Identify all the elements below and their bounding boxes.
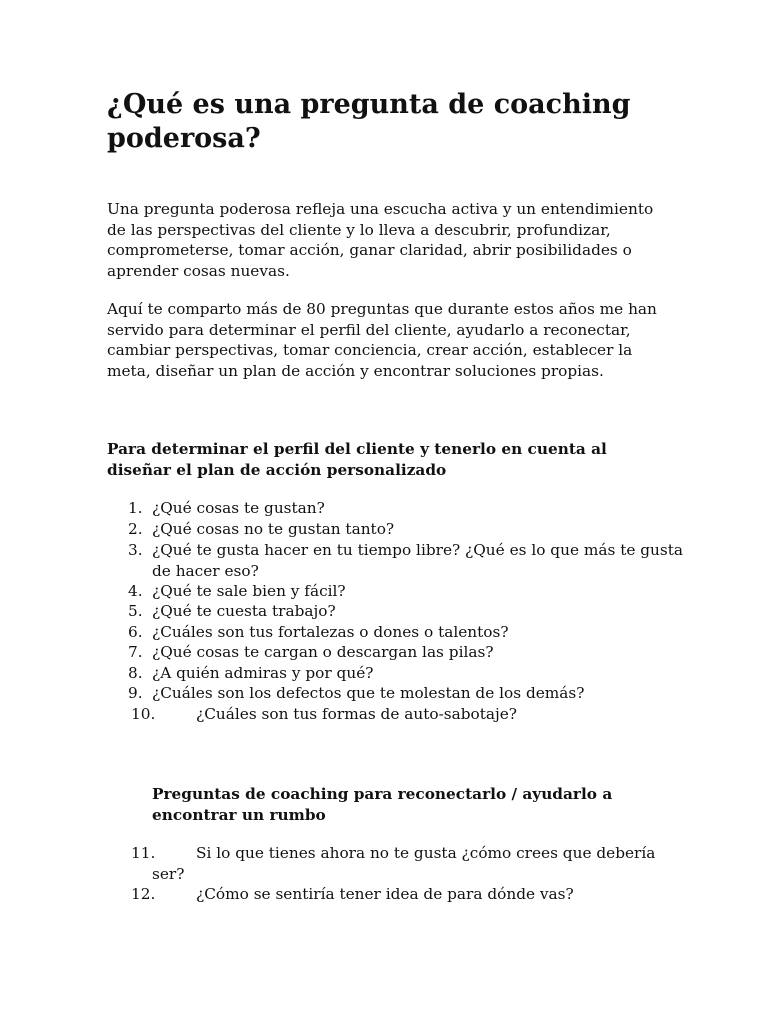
- list-item-text: ¿Qué cosas no te gustan tanto?: [152, 520, 395, 538]
- list-item-text-continuation: ser?: [152, 864, 185, 883]
- list-item-text: ¿Cuáles son tus formas de auto-sabotaje?: [196, 705, 517, 723]
- list-item-number: 4.: [128, 582, 143, 600]
- list-item: [107, 663, 667, 684]
- list-item-number: 11.: [131, 844, 156, 862]
- list-item-number: 7.: [128, 643, 143, 661]
- intro-paragraph: Una pregunta poderosa refleja una escucha activa y un entendimiento de las perspectivas del cliente y lo lleva a descubrir, profundizar, comprometerse, tomar acción, ganar claridad, abrir posibilidades o aprender cosas nuevas.: [107, 200, 654, 280]
- list-item: [107, 622, 667, 643]
- list-item-text: ¿Cuáles son los defectos que te molestan de los demás?: [152, 684, 585, 702]
- list-item: [107, 581, 667, 602]
- list-item-number: 10.: [131, 705, 156, 723]
- list-item-text: ¿Cómo se sentiría tener idea de para dónde vas?: [196, 885, 574, 903]
- list-item: [107, 498, 667, 519]
- list-item: [107, 519, 667, 540]
- list-item-number: 8.: [128, 664, 143, 682]
- list-item-text: ¿Qué cosas te gustan?: [152, 499, 325, 517]
- list-item-number: 5.: [128, 602, 143, 620]
- list-item-number: 3.: [128, 541, 143, 559]
- section-heading-profile: Para determinar el perfil del cliente y tenerlo en cuenta al diseñar el plan de acción personalizado: [107, 440, 607, 479]
- section-heading-reconnect: Preguntas de coaching para reconectarlo / ayudarlo a encontrar un rumbo: [152, 785, 613, 824]
- list-item: [107, 540, 684, 581]
- list-item-text: ¿Qué cosas te cargan o descargan las pilas?: [152, 643, 494, 661]
- list-item: [107, 884, 667, 905]
- list-item-text: ¿Qué te gusta hacer en tu tiempo libre? ¿Qué es lo que más te gusta: [152, 541, 684, 559]
- page-title: ¿Qué es una pregunta de coaching poderosa?: [107, 89, 631, 154]
- list-item-text-continuation: de hacer eso?: [152, 561, 259, 580]
- list-item: [107, 683, 667, 704]
- list-item-number: 1.: [128, 499, 143, 517]
- list-item-text: ¿Cuáles son tus fortalezas o dones o talentos?: [152, 623, 509, 641]
- list-item-text: Si lo que tienes ahora no te gusta ¿cómo crees que debería: [196, 844, 656, 862]
- list-item-text: ¿Qué te cuesta trabajo?: [152, 602, 336, 620]
- list-item: [107, 704, 667, 725]
- list-item-number: 9.: [128, 684, 143, 702]
- list-item-text: ¿A quién admiras y por qué?: [152, 664, 374, 682]
- list-item: [107, 601, 667, 622]
- second-paragraph: Aquí te comparto más de 80 preguntas que durante estos años me han servido para determinar el perfil del cliente, ayudarlo a reconectar, cambiar perspectivas, tomar conciencia, crear acción, establecer la meta, diseñar un plan de acción y encontrar soluciones propias.: [107, 300, 657, 380]
- list-item-number: 12.: [131, 885, 156, 903]
- list-item-number: 6.: [128, 623, 143, 641]
- list-item: [107, 642, 667, 663]
- list-item: [107, 843, 667, 884]
- list-item-number: 2.: [128, 520, 143, 538]
- list-item-text: ¿Qué te sale bien y fácil?: [152, 582, 346, 600]
